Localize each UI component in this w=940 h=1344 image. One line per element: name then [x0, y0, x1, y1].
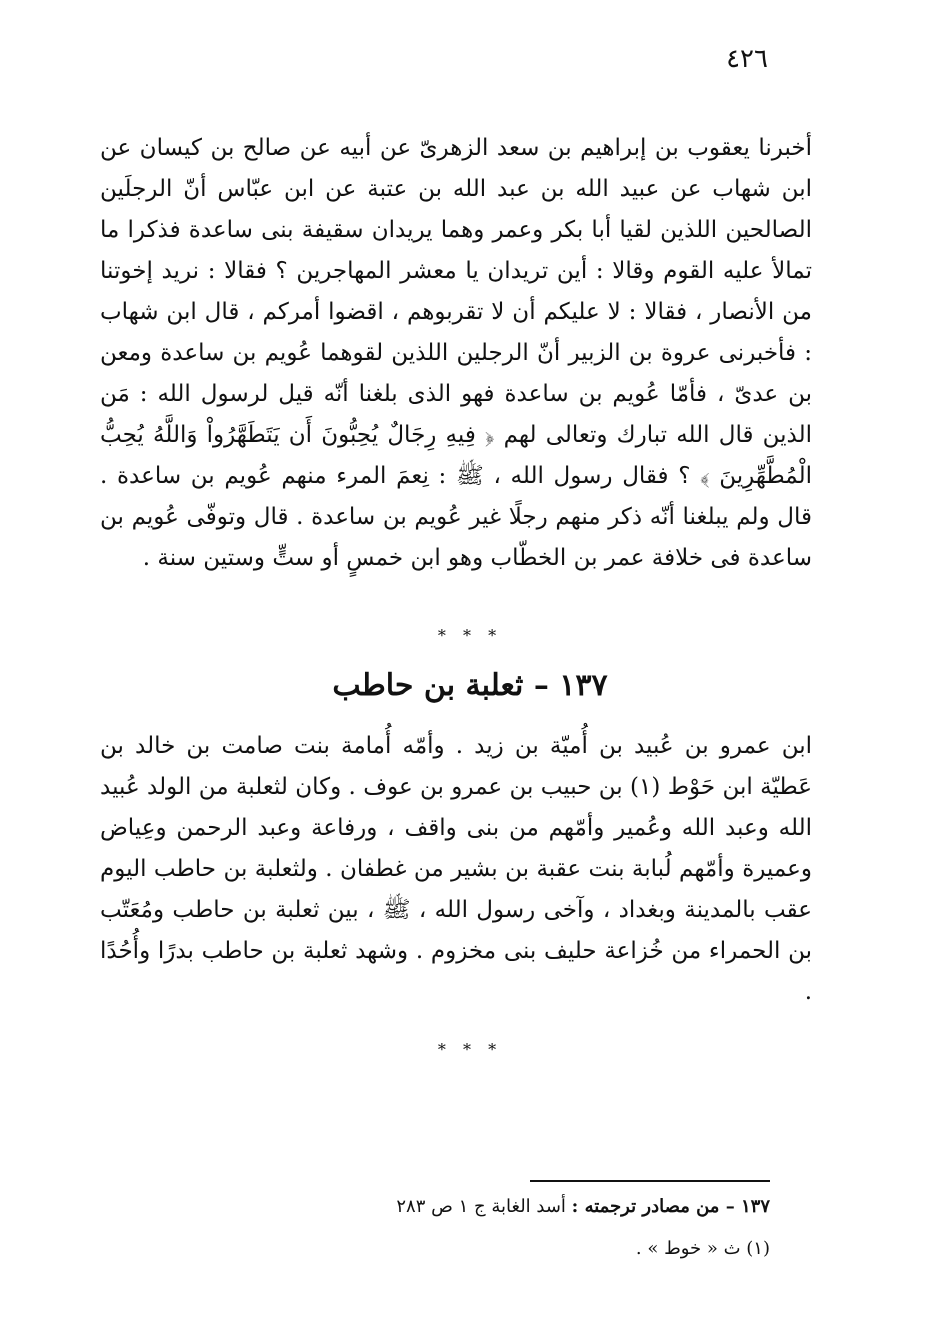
paragraph-text: أخبرنا يعقوب بن إبراهيم بن سعد الزهرىّ عن أبيه عن صالح بن كيسان عن ابن شهاب عن عبيد الله بن عبد الله بن عتبة عن ابن عبّاس أنّ الرجلَين الصالحين اللذين لقيا أبا بكر وعمر وهما يريدان سقيفة بنى ساعدة فذكرا ما تمالأ عليه القوم وقالا : أين تريدان يا معشر المهاجرين ؟ فقالا : نريد إخوتنا من الأنصار ، فقالا : لا عليكم أن لا تقربوهم ، اقضوا أمركم ، قال ابن شهاب : فأخبرنى عروة بن الزبير أنّ الرجلين اللذين لقوهما عُويم بن ساعدة ومعن بن عدىّ ، فأمّا عُويم بن ساعدة فهو الذى بلغنا أنّه قيل لرسول الله : مَن الذين قال الله تبارك وتعالى لهم ﴿ فِيهِ رِجَالٌ يُحِبُّونَ أَن يَتَطَهَّرُواْ وَاللَّهُ يُحِبُّ الْمُطَّهِّرِينَ ﴾ ؟ فقال رسول الله ، ﷺ : نِعمَ المرء منهم عُويم بن ساعدة . قال ولم يبلغنا أنّه ذكر منهم رجلًا غير عُويم بن ساعدة . قال وتوفّى عُويم بن ساعدة فى خلافة عمر بن الخطّاب وهو ابن خمسٍ أو ستٍّ وستين سنة .	[100, 135, 812, 571]
footnote-divider	[530, 1180, 770, 1182]
footnote-sources-label: ١٣٧ – من مصادر ترجمته :	[571, 1196, 770, 1217]
section-separator: * * *	[437, 626, 503, 645]
body-paragraph-2	[100, 726, 812, 1013]
body-paragraph-1	[100, 128, 812, 579]
section-separator: * * *	[437, 1040, 503, 1059]
entry-heading: ١٣٧ – ثعلبة بن حاطب	[332, 668, 608, 703]
footnote-note-1: (١) ث « خوط » .	[635, 1238, 770, 1259]
paragraph-text: ابن عمرو بن عُبيد بن أُميّة بن زيد . وأمّه أُمامة بنت صامت بن خالد بن عَطيّة ابن حَوْط (١) بن حبيب بن عمرو بن عوف . وكان لثعلبة من الولد عُبيد الله وعبد الله وعُمير وأمّهم من بنى واقف ، ورفاعة وعبد الرحمن وعِياض وعميرة وأمّهم لُبابة بنت عقبة بن بشير من غطفان . ولثعلبة بن حاطب اليوم عقب بالمدينة وبغداد ، وآخى رسول الله ، ﷺ ، بين ثعلبة بن حاطب ومُعَتّب بن الحمراء من خُزاعة حليف بنى مخزوم . وشهد ثعلبة بن حاطب بدرًا وأُحُدًا .	[100, 733, 812, 1005]
footnote-sources-text: أسد الغابة ج ١ ص ٢٨٣	[396, 1196, 572, 1217]
page-number: ٤٢٦	[726, 44, 768, 74]
footnote-sources	[170, 1196, 770, 1217]
